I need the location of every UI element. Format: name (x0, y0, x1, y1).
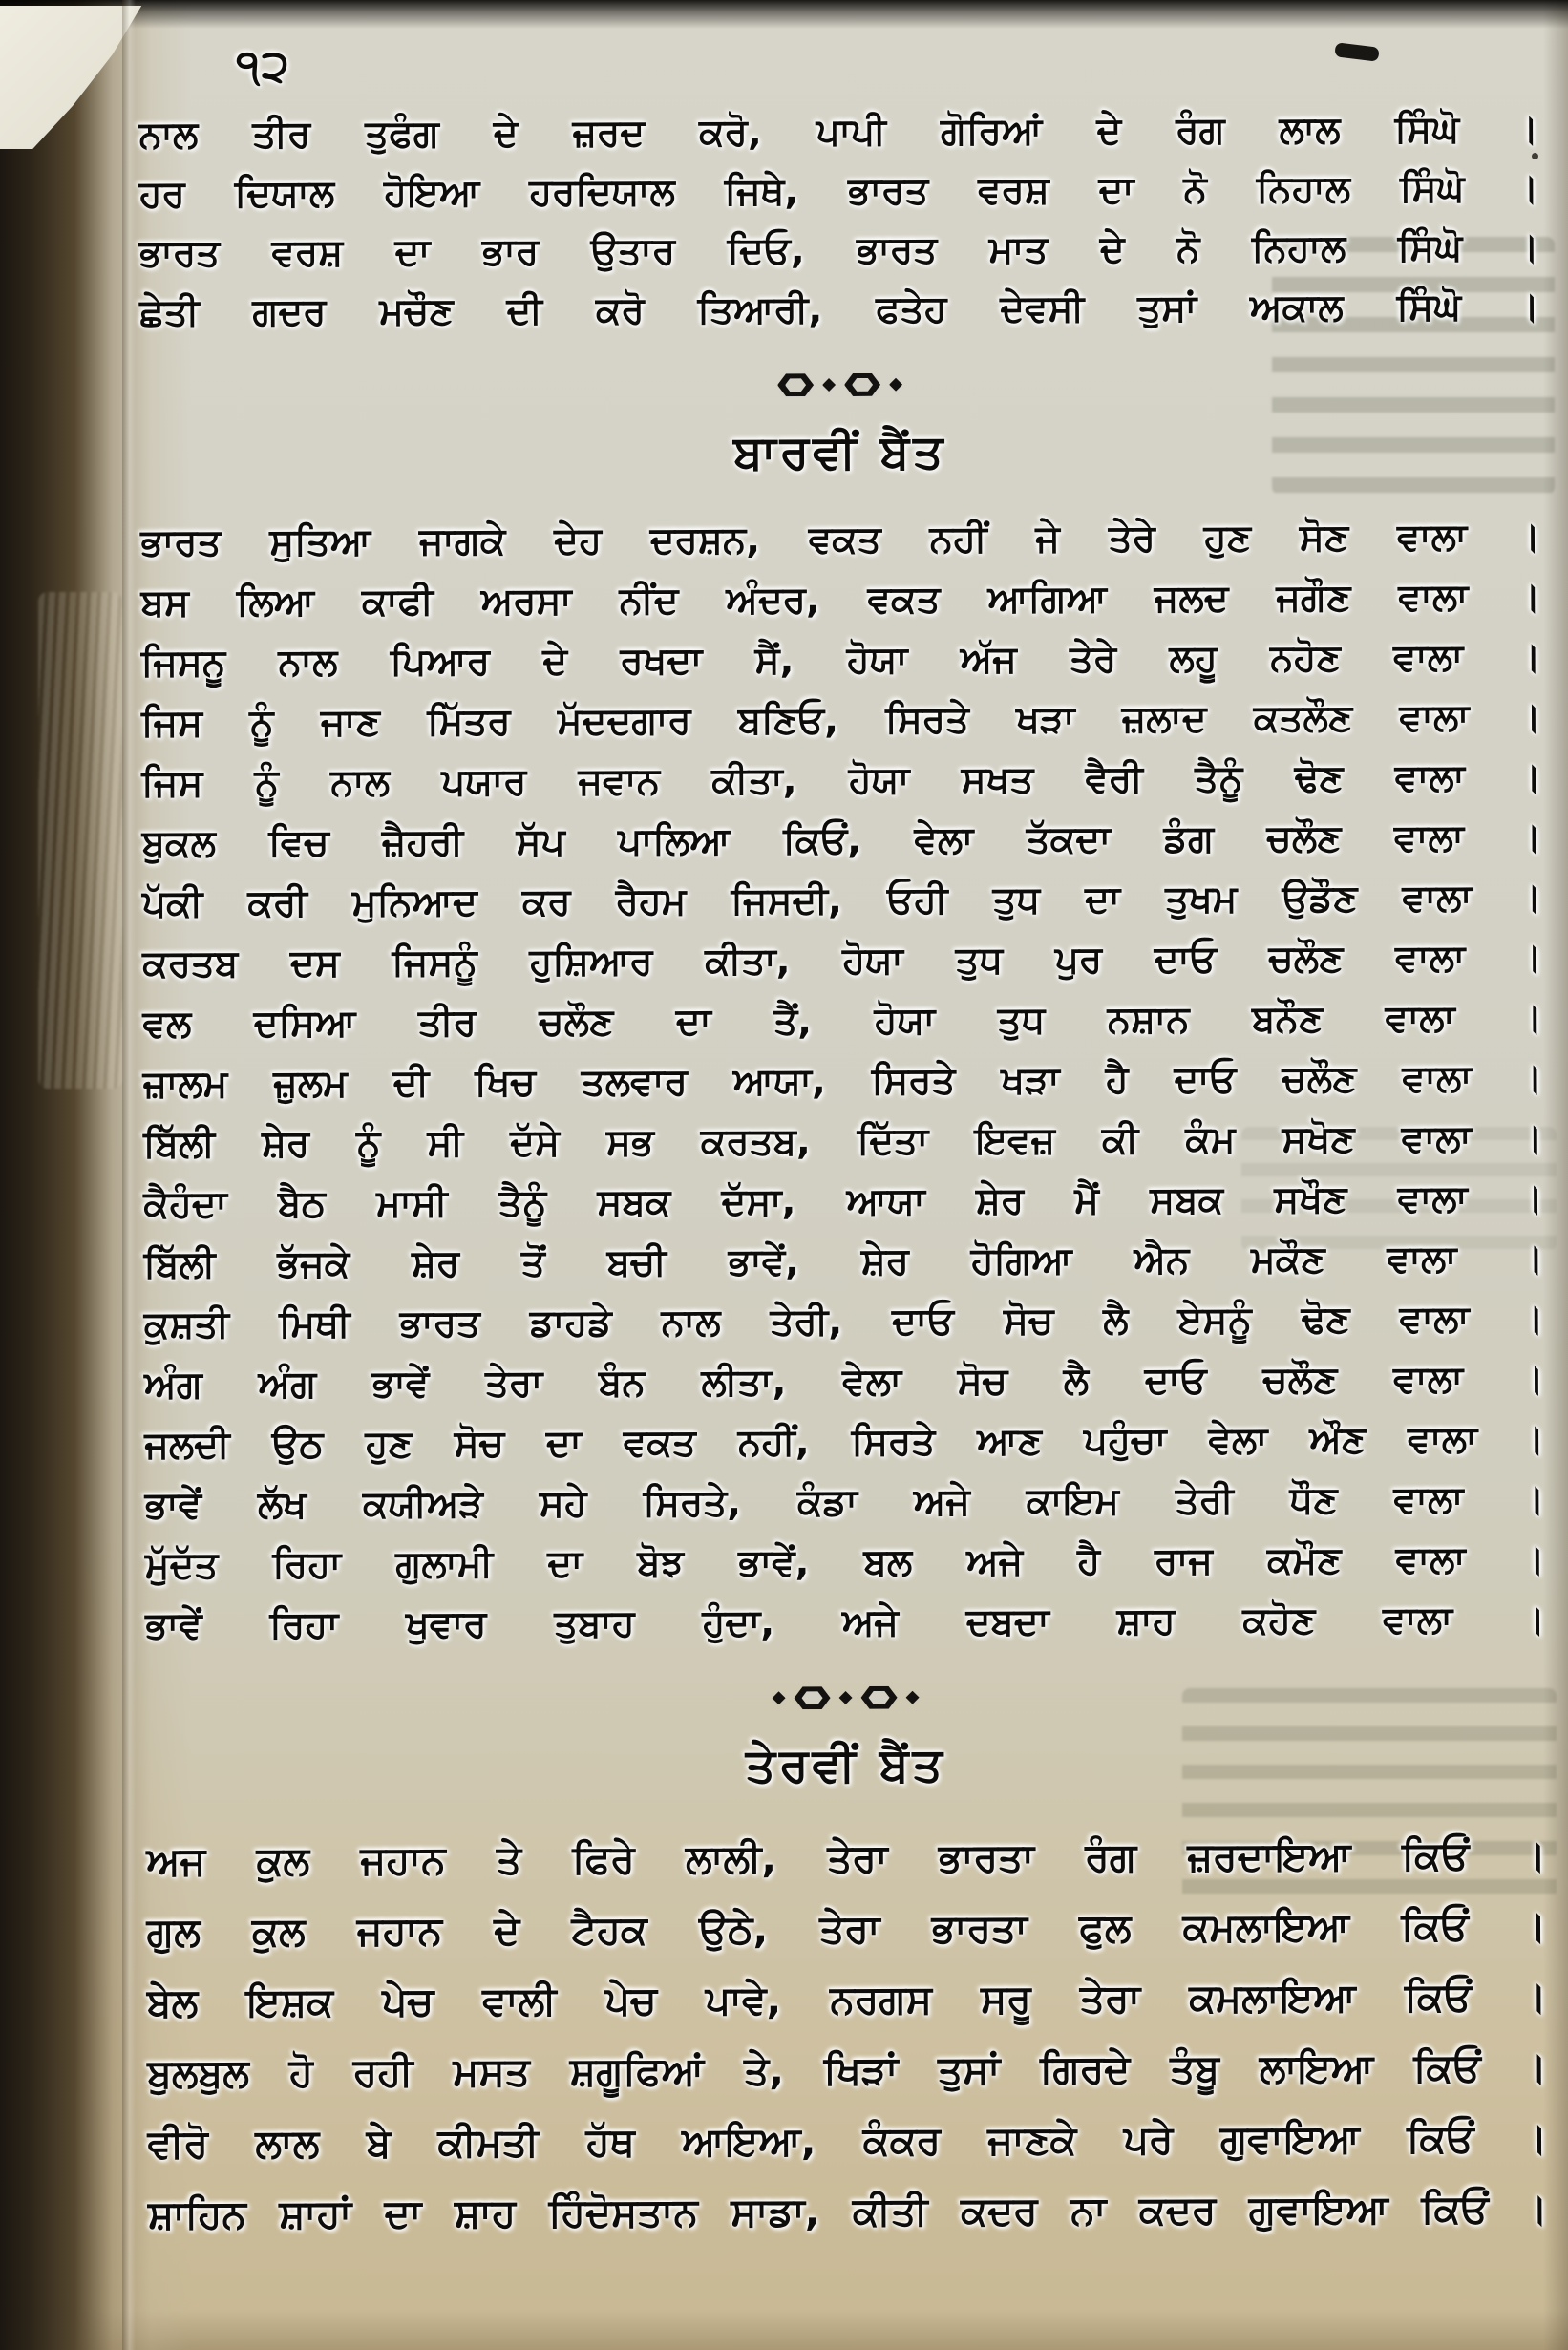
verse-line: ਬੁਲਬੁਲ ਹੋ ਰਹੀ ਮਸਤ ਸ਼ਗੂਫਿਆਂ ਤੇ, ਖਿੜਾਂ ਤੁਸਾਂ ਗਿਰਦੇ ਤੰਬੂ ਲਾਇਆ ਕਿਓਂ । (147, 2043, 1548, 2097)
ornament-shape-icon (889, 378, 902, 392)
page-crease (122, 0, 136, 2350)
verse-line: ਗੁਲ ਕੁਲ ਜਹਾਨ ਦੇ ਟੈਹਕ ਉਠੇ, ਤੇਰਾ ਭਾਰਤਾ ਫੁਲ ਕਮਲਾਇਆ ਕਿਓਂ । (146, 1902, 1547, 1956)
verse-line: ਅਜ ਕੁਲ ਜਹਾਨ ਤੇ ਫਿਰੇ ਲਾਲੀ, ਤੇਰਾ ਭਾਰਤਾ ਰੰਗ ਜ਼ਰਦਾਇਆ ਕਿਓਂ । (146, 1831, 1547, 1885)
verse-line: ਜਲਦੀ ਉਠ ਹੁਣ ਸੋਚ ਦਾ ਵਕਤ ਨਹੀਂ, ਸਿਰਤੇ ਆਣ ਪਹੁੰਚਾ ਵੇਲਾ ਔਣ ਵਾਲਾ । (144, 1417, 1545, 1468)
verse-line: ਮੁੱਦੱਤ ਰਿਹਾ ਗੁਲਾਮੀ ਦਾ ਬੋਝ ਭਾਵੇਂ, ਬਲ ਅਜੇ ਹੈ ਰਾਜ ਕਮੌਣ ਵਾਲਾ । (144, 1537, 1546, 1588)
verse-line: ਕੈਹੰਦਾ ਬੈਠ ਮਾਸੀ ਤੈਨੂੰ ਸਬਕ ਦੱਸਾ, ਆਯਾ ਸ਼ੇਰ ਮੈਂ ਸਬਕ ਸਖੌਣ ਵਾਲਾ । (143, 1176, 1544, 1227)
page-edge-streaks (38, 592, 122, 1089)
verse-line: ਨਾਲ ਤੀਰ ਤੁਫੰਗ ਦੇ ਜ਼ਰਦ ਕਰੋ, ਪਾਪੀ ਗੋਰਿਆਂ ਦੇ ਰੰਗ ਲਾਲ ਸਿੰਘੋ । (138, 107, 1539, 158)
ornament-separator (140, 370, 1540, 400)
ornament-separator (146, 1683, 1546, 1713)
verse-line: ਭਾਵੇਂ ਲੱਖ ਕਯੀਅੜੇ ਸਹੇ ਸਿਰਤੇ, ਕੰਡਾ ਅਜੇ ਕਾਇਮ ਤੇਰੀ ਧੌਣ ਵਾਲਾ । (144, 1477, 1545, 1528)
ornament-shape-icon (839, 1691, 853, 1704)
verse-line: ਜਿਸ ਨੂੰ ਨਾਲ ਪਯਾਰ ਜਵਾਨ ਕੀਤਾ, ਹੋਯਾ ਸਖਤ ਵੈਰੀ ਤੈਨੂੰ ਢੋਣ ਵਾਲਾ । (141, 755, 1542, 806)
verse-line: ਵੀਰੋ ਲਾਲ ਬੇ ਕੀਮਤੀ ਹੱਥ ਆਇਆ, ਕੰਕਰ ਜਾਣਕੇ ਪਰੇ ਗੁਵਾਇਆ ਕਿਓਂ । (147, 2114, 1548, 2168)
ornament-shape-icon (861, 1686, 898, 1709)
verse-line: ਜ਼ਾਲਮ ਜ਼ੁਲਮ ਦੀ ਖਿਚ ਤਲਵਾਰ ਆਯਾ, ਸਿਰਤੇ ਖੜਾ ਹੈ ਦਾਓ ਚਲੌਣ ਵਾਲਾ । (142, 1056, 1543, 1107)
verse-line: ਭਾਵੇਂ ਰਿਹਾ ਖੁਵਾਰ ਤੁਬਾਹ ਹੁੰਦਾ, ਅਜੇ ਦਬਦਾ ਸ਼ਾਹ ਕਹੋਣ ਵਾਲਾ । (145, 1598, 1546, 1648)
verse-opening-continuation (138, 100, 1539, 343)
verse-line: ਅੰਗ ਅੰਗ ਭਾਵੇਂ ਤੇਰਾ ਬੰਨ ਲੀਤਾ, ਵੇਲਾ ਸੋਚ ਲੈ ਦਾਓ ਚਲੌਣ ਵਾਲਾ । (144, 1357, 1545, 1408)
verse-line: ਬੁਕਲ ਵਿਚ ਜ਼ੈਹਰੀ ਸੱਪ ਪਾਲਿਆ ਕਿਓਂ, ਵੇਲਾ ਤੱਕਦਾ ਡੰਗ ਚਲੌਣ ਵਾਲਾ । (141, 815, 1542, 866)
verse-line: ਪੱਕੀ ਕਰੀ ਮੁਨਿਆਦ ਕਰ ਰੈਹਮ ਜਿਸਦੀ, ਓਹੀ ਤੁਧ ਦਾ ਤੁਖਮ ਉਡੌਣ ਵਾਲਾ । (141, 876, 1543, 926)
verse-thirteenth-bait (146, 1820, 1548, 2250)
verse-line: ਸ਼ਾਹਿਨ ਸ਼ਾਹਾਂ ਦਾ ਸ਼ਾਹ ਹਿੰਦੋਸਤਾਨ ਸਾਡਾ, ਕੀਤੀ ਕਦਰ ਨਾ ਕਦਰ ਗੁਵਾਇਆ ਕਿਓਂ । (147, 2185, 1549, 2238)
page-content (138, 26, 1548, 2250)
verse-line: ਵਲ ਦਸਿਆ ਤੀਰ ਚਲੌਣ ਦਾ ਤੈਂ, ਹੋਯਾ ਤੁਧ ਨਸ਼ਾਨ ਬਨੌਣ ਵਾਲਾ । (142, 996, 1543, 1047)
verse-line: ਭਾਰਤ ਵਰਸ਼ ਦਾ ਭਾਰ ਉਤਾਰ ਦਿਓ, ਭਾਰਤ ਮਾਤ ਦੇ ਨੋ ਨਿਹਾਲ ਸਿੰਘੋ । (138, 225, 1540, 276)
ornament-shape-icon (773, 1691, 786, 1704)
verse-line: ਭਾਰਤ ਸੁਤਿਆ ਜਾਗਕੇ ਦੇਹ ਦਰਸ਼ਨ, ਵਕਤ ਨਹੀਂ ਜੇ ਤੇਰੇ ਹੁਣ ਸੋਣ ਵਾਲਾ । (140, 515, 1541, 565)
verse-line: ਜਿਸਨੂ ਨਾਲ ਪਿਆਰ ਦੇ ਰਖਦਾ ਸੈਂ, ਹੋਯਾ ਅੱਜ ਤੇਰੇ ਲਹੂ ਨਹੋਣ ਵਾਲਾ । (140, 635, 1541, 686)
verse-line: ਜਿਸ ਨੂੰ ਜਾਣ ਮਿੱਤਰ ਮੱਦਦਗਾਰ ਬਣਿਓ, ਸਿਰਤੇ ਖੜਾ ਜ਼ਲਾਦ ਕਤਲੌਣ ਵਾਲਾ । (141, 695, 1542, 746)
ornament-shape-icon (822, 378, 836, 392)
verse-line: ਬਸ ਲਿਆ ਕਾਫੀ ਅਰਸਾ ਨੀਂਦ ਅੰਦਰ, ਵਕਤ ਆਗਿਆ ਜਲਦ ਜਗੌਣ ਵਾਲਾ । (140, 575, 1541, 625)
ornament-shape-icon (777, 373, 814, 396)
verse-line: ਬੇਲ ਇਸ਼ਕ ਪੇਚ ਵਾਲੀ ਪੇਚ ਪਾਵੇ, ਨਰਗਸ ਸਰੂ ਤੇਰਾ ਕਮਲਾਇਆ ਕਿਓਂ । (146, 1973, 1548, 2026)
verse-line: ਬਿੱਲੀ ਭੱਜਕੇ ਸ਼ੇਰ ਤੋਂ ਬਚੀ ਭਾਵੇਂ, ਸ਼ੇਰ ਹੋਗਿਆ ਐਨ ਮਕੌਣ ਵਾਲਾ । (143, 1237, 1544, 1287)
verse-twelfth-bait (140, 507, 1545, 1656)
verse-line: ਕਰਤਬ ਦਸ ਜਿਸਨੂੰ ਹੁਸ਼ਿਆਰ ਕੀਤਾ, ਹੋਯਾ ਤੁਧ ਪੁਰ ਦਾਓ ਚਲੌਣ ਵਾਲਾ । (142, 936, 1543, 986)
ornament-shape-icon (906, 1691, 920, 1704)
ornament-shape-icon (844, 373, 880, 396)
section-heading-thirteenth-bait: ਤੇਰਵੀਂ ਬੈਂਤ (745, 1737, 947, 1793)
section-heading-twelfth-bait: ਬਾਰਵੀਂ ਬੈਂਤ (733, 424, 947, 480)
verse-line: ਕੁਸ਼ਤੀ ਮਿਥੀ ਭਾਰਤ ਡਾਹਡੇ ਨਾਲ ਤੇਰੀ, ਦਾਓ ਸੋਚ ਲੈ ਏਸਨੂੰ ਢੋਣ ਵਾਲਾ । (143, 1297, 1544, 1347)
ornament-shape-icon (795, 1686, 831, 1709)
verse-line: ਬਿੱਲੀ ਸ਼ੇਰ ਨੂੰ ਸੀ ਦੱਸੇ ਸਭ ਕਰਤਬ, ਦਿੱਤਾ ਇਵਜ਼ ਕੀ ਕੰਮ ਸਖੋਣ ਵਾਲਾ । (142, 1116, 1544, 1167)
verse-line: ਹਰ ਦਿਯਾਲ ਹੋਇਆ ਹਰਦਿਯਾਲ ਜਿਥੇ, ਭਾਰਤ ਵਰਸ਼ ਦਾ ਨੋ ਨਿਹਾਲ ਸਿੰਘੋ । (138, 166, 1539, 217)
page-number: ੧੨ (235, 39, 291, 92)
verse-line: ਛੇਤੀ ਗਦਰ ਮਚੌਣ ਦੀ ਕਰੋ ਤਿਆਰੀ, ਫਤੇਹ ਦੇਵਸੀ ਤੁਸਾਂ ਅਕਾਲ ਸਿੰਘੋ । (139, 285, 1540, 335)
